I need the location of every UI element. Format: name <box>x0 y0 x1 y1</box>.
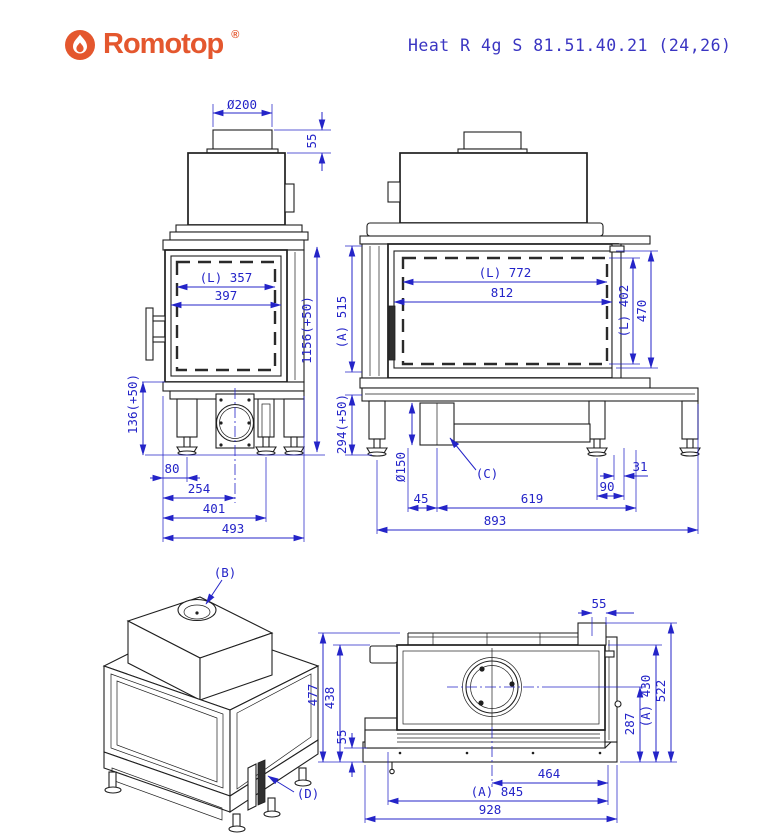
top-view <box>305 596 677 823</box>
dim-glass-height: 470 <box>634 299 649 323</box>
label-b: (B) <box>213 565 237 580</box>
drawing-title: Heat R 4g S 81.51.40.21 (24,26) <box>408 36 732 55</box>
side-view <box>125 97 331 542</box>
dim-glass-width-side: 397 <box>214 288 238 303</box>
dim-collar-height: 55 <box>304 133 319 149</box>
registered-mark: ® <box>231 28 240 41</box>
dim-287: 287 <box>622 712 637 736</box>
dim-438: 438 <box>322 686 337 710</box>
dim-430: (A) 430 <box>638 674 653 728</box>
dim-55-left: 55 <box>334 729 349 745</box>
brand-name: Romotop <box>103 28 224 60</box>
dim-55-right: 55 <box>591 596 607 611</box>
dim-foot-offset: 80 <box>164 461 180 476</box>
dim-flue-diameter: Ø200 <box>226 97 258 112</box>
dim-45: 45 <box>413 491 429 506</box>
dim-light-width-front: (L) 772 <box>478 265 532 280</box>
label-c: (C) <box>475 466 499 481</box>
dim-522: 522 <box>653 679 668 703</box>
dim-total-height: 1156(+50) <box>299 296 314 364</box>
dim-31: 31 <box>632 459 648 474</box>
dim-air-center: 254 <box>187 481 211 496</box>
dim-height-a: (A) 515 <box>334 295 349 349</box>
dim-90: 90 <box>599 479 615 494</box>
dim-845: (A) 845 <box>470 784 524 799</box>
dim-depth: 493 <box>221 521 245 536</box>
label-d: (D) <box>296 786 320 801</box>
dim-base-height-front: 294(+50) <box>334 393 349 455</box>
dim-light-width-side: (L) 357 <box>199 270 253 285</box>
front-view <box>334 132 700 534</box>
dim-light-height: (L) 402 <box>616 284 631 338</box>
dim-glass-width-front: 812 <box>490 285 514 300</box>
iso-view <box>104 565 319 832</box>
dim-619: 619 <box>520 491 544 506</box>
dim-893: 893 <box>483 513 507 528</box>
dim-base-height-side: 136(+50) <box>125 373 140 435</box>
dim-477: 477 <box>305 683 320 707</box>
dim-air-diameter: Ø150 <box>393 451 408 483</box>
dim-464: 464 <box>537 766 561 781</box>
dim-foot-span: 401 <box>202 501 226 516</box>
dim-928: 928 <box>478 802 502 817</box>
